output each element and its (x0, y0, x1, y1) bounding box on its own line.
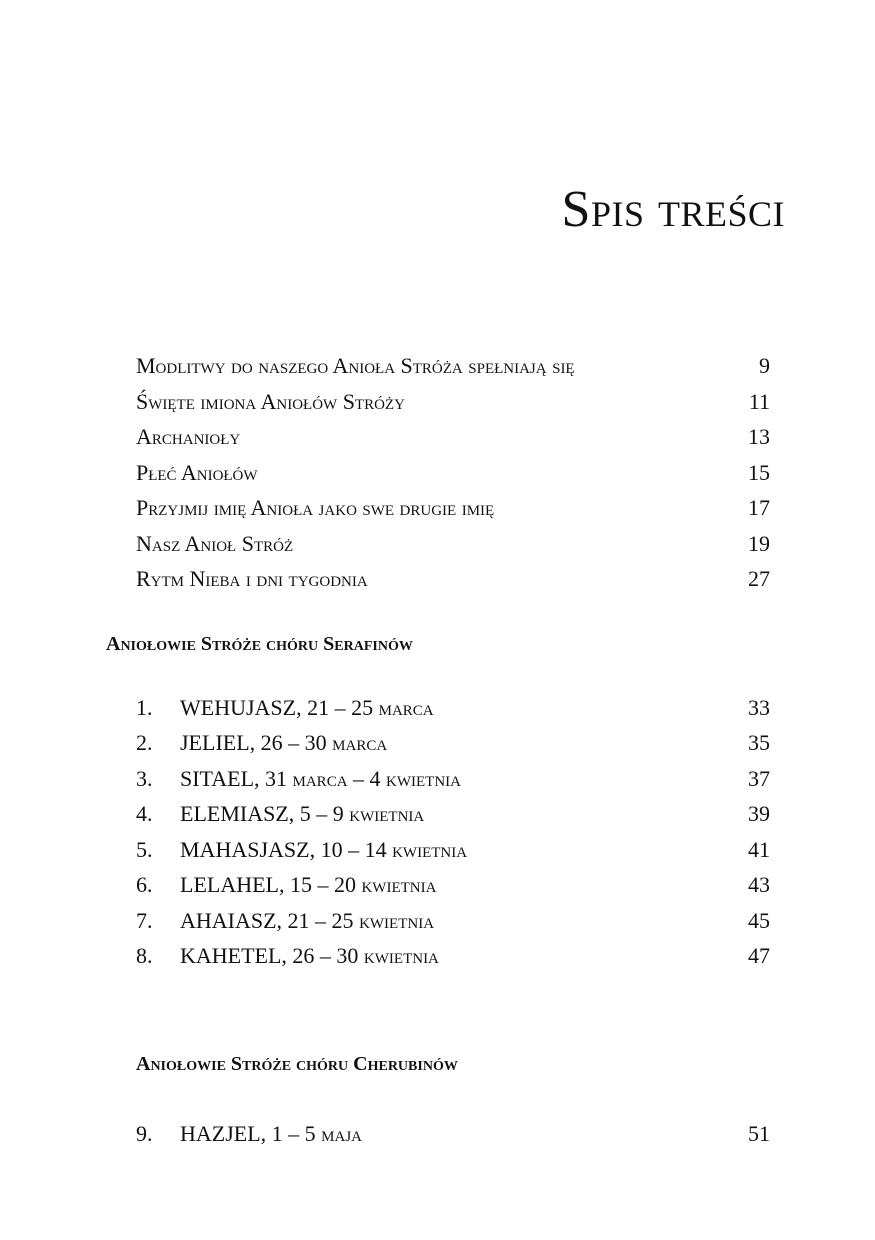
toc-entry[interactable] (136, 490, 770, 526)
toc-entry-page: 45 (748, 908, 770, 933)
angel-name: LELAHEL, 15 – 20 (180, 872, 356, 897)
toc-angel-entry[interactable] (136, 903, 770, 939)
toc-entry-page: 13 (748, 424, 770, 449)
toc-entry-page: 27 (748, 566, 770, 591)
entry-name (180, 725, 387, 761)
toc-entry-page: 17 (748, 495, 770, 520)
angel-name: AHAIASZ, 21 – 25 (180, 908, 354, 933)
entry-month: kwietnia (355, 872, 437, 897)
entry-name (180, 832, 467, 868)
section-heading: Aniołowie Stróże chóru Serafinów (106, 633, 413, 655)
entry-name (180, 938, 439, 974)
toc-angel-entry[interactable] (136, 725, 770, 761)
entry-month: maja (315, 1121, 362, 1146)
toc-angel-entry[interactable] (136, 690, 770, 726)
entry-day: 4 (369, 766, 381, 791)
toc-angel-entry[interactable] (136, 867, 770, 903)
entry-name (180, 761, 461, 797)
angel-name: WEHUJASZ, 21 – 25 (180, 695, 374, 720)
page-title: Spis treści (561, 181, 785, 238)
toc-entry-page: 47 (748, 943, 770, 968)
angel-name: JELIEL, 26 – 30 (180, 730, 327, 755)
toc-angel-entry[interactable] (136, 796, 770, 832)
entry-name (180, 1116, 362, 1152)
entry-number: 7. (136, 908, 153, 933)
entry-month-2: kwietnia (380, 766, 462, 791)
entry-month: kwietnia (358, 943, 439, 968)
toc-entry-page: 33 (748, 695, 770, 720)
entry-number: 2. (136, 730, 153, 755)
toc-entry-label: Rytm Nieba i dni tygodnia (136, 566, 368, 591)
angel-name: SITAEL, 31 (180, 766, 288, 791)
toc-entry[interactable] (136, 419, 770, 455)
entry-name (180, 796, 424, 832)
toc-entry-page: 43 (748, 872, 770, 897)
toc-entry-page: 35 (748, 730, 770, 755)
toc-entry[interactable] (136, 348, 770, 384)
toc-entry-page: 11 (748, 389, 770, 414)
entry-number: 8. (136, 943, 153, 968)
toc-entry-page: 39 (748, 801, 770, 826)
toc-entry-label: Płeć Aniołów (136, 460, 258, 485)
entry-number: 1. (136, 695, 153, 720)
entry-month: kwietnia (343, 801, 425, 826)
entry-name (180, 690, 434, 726)
toc-entry-page: 19 (748, 531, 770, 556)
toc-entry[interactable] (136, 561, 770, 597)
angel-name: KAHETEL, 26 – 30 (180, 943, 359, 968)
toc-angel-entry[interactable] (136, 1116, 770, 1152)
entry-month: kwietnia (386, 837, 468, 862)
toc-entry[interactable] (136, 526, 770, 562)
toc-entry[interactable] (136, 455, 770, 491)
entry-month: marca – (287, 766, 370, 791)
toc-angel-entry[interactable] (136, 832, 770, 868)
entry-number: 3. (136, 766, 153, 791)
entry-name (180, 867, 436, 903)
angel-name: HAZJEL, 1 – 5 (180, 1121, 316, 1146)
toc-entry-label: Modlitwy do naszego Anioła Stróża spełniają się (136, 353, 575, 378)
entry-name (180, 903, 434, 939)
toc-entry-label: Święte imiona Aniołów Stróży (136, 389, 405, 414)
toc-angel-entry[interactable] (136, 761, 770, 797)
toc-entry-page: 37 (748, 766, 770, 791)
toc-entry-label: Nasz Anioł Stróż (136, 531, 294, 556)
toc-entry-page: 15 (748, 460, 770, 485)
entry-month: marca (373, 695, 434, 720)
toc-entry-page: 51 (748, 1121, 770, 1146)
entry-month: marca (326, 730, 388, 755)
toc-entry-label: Archanioły (136, 424, 241, 449)
entry-month: kwietnia (353, 908, 435, 933)
toc-angel-entry[interactable] (136, 938, 770, 974)
angel-name: ELEMIASZ, 5 – 9 (180, 801, 344, 826)
angel-name: MAHASJASZ, 10 – 14 (180, 837, 387, 862)
toc-entry-page: 41 (748, 837, 770, 862)
toc-entry[interactable] (136, 384, 770, 420)
entry-number: 4. (136, 801, 153, 826)
section-heading: Aniołowie Stróże chóru Cherubinów (136, 1053, 458, 1075)
entry-number: 6. (136, 872, 153, 897)
entry-number: 5. (136, 837, 153, 862)
toc-entry-label: Przyjmij imię Anioła jako swe drugie imię (136, 495, 495, 520)
entry-number: 9. (136, 1121, 153, 1146)
toc-entry-page: 9 (759, 353, 770, 378)
